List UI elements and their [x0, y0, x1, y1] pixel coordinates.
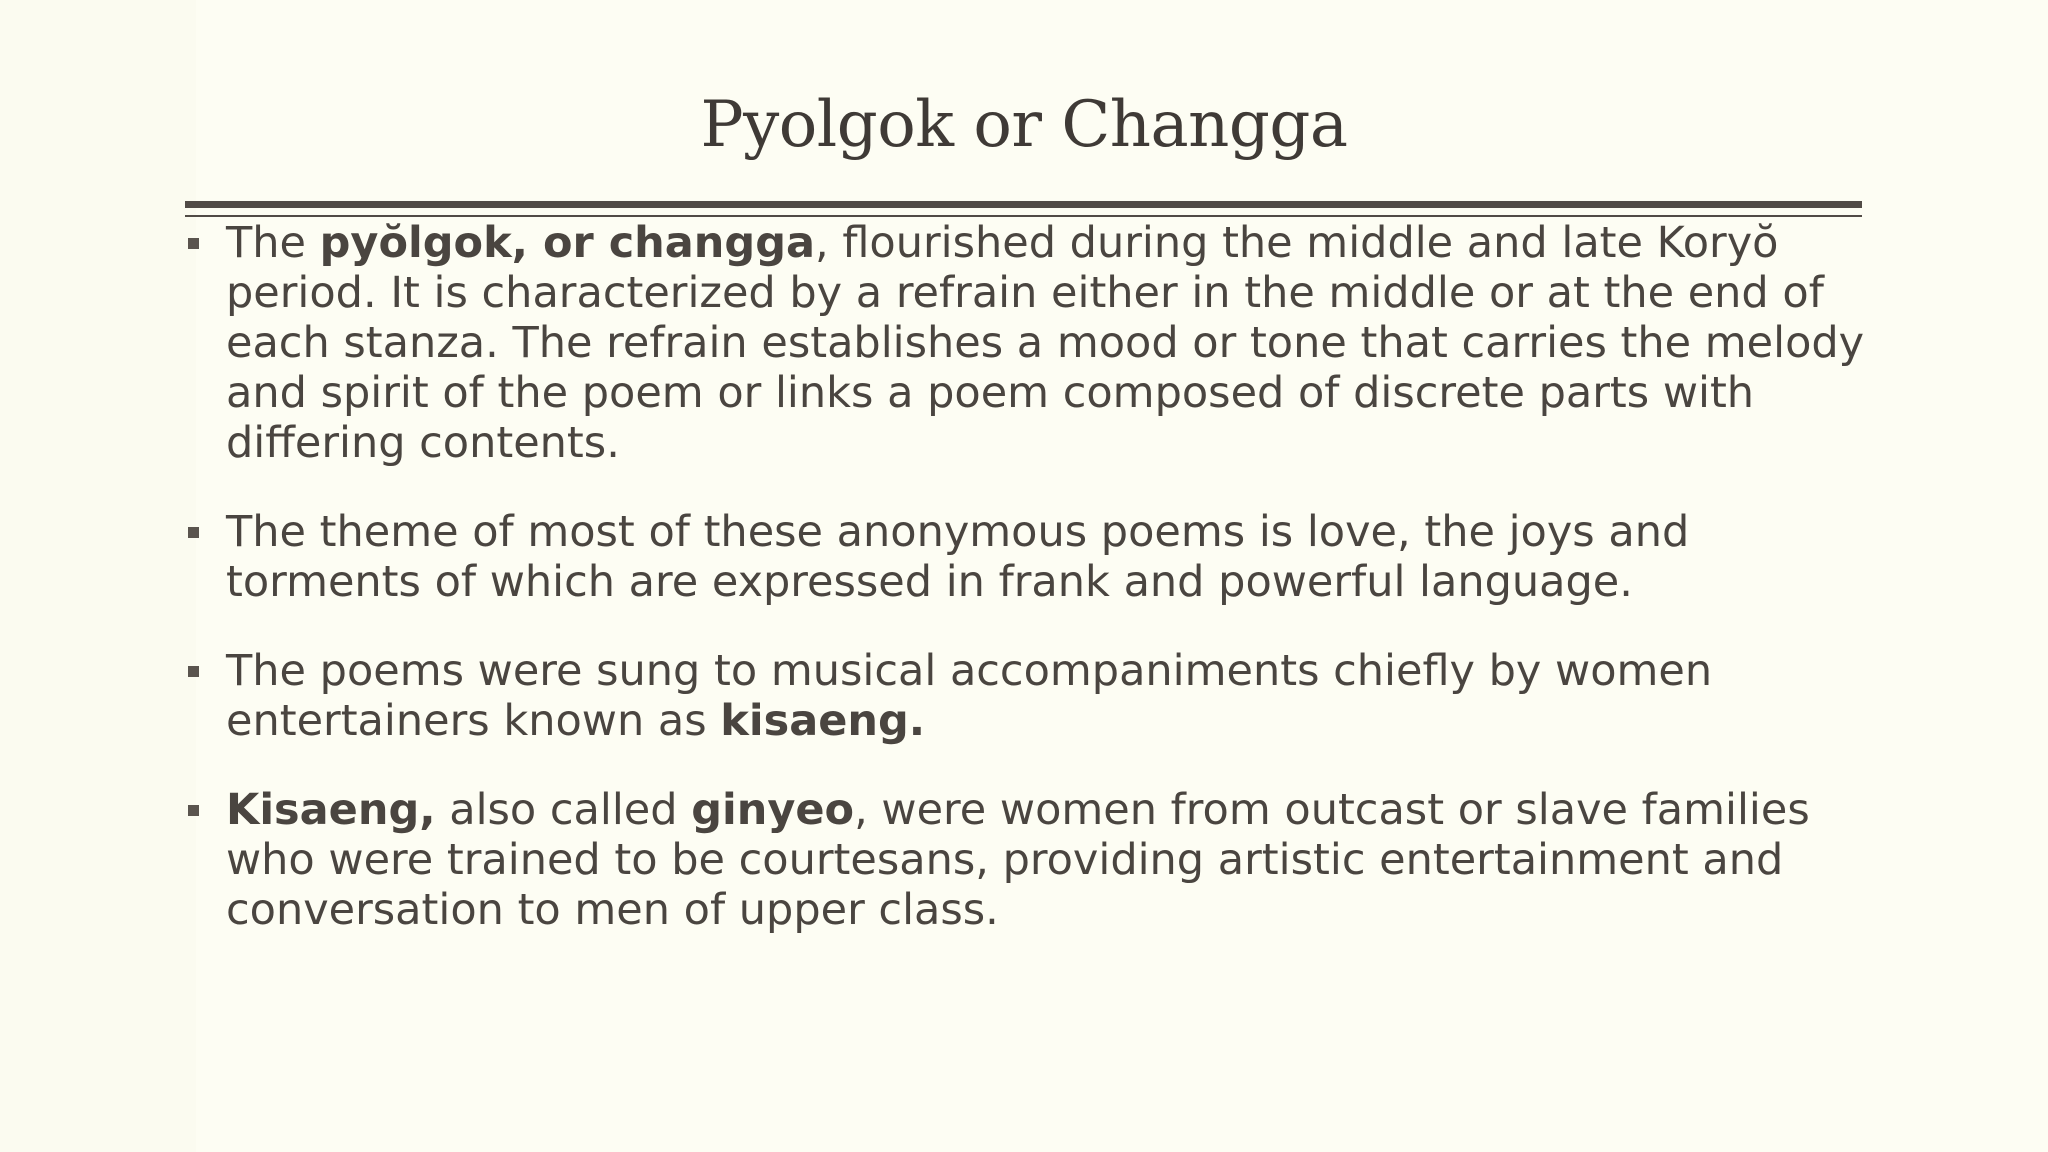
text-segment: , were women from outcast or slave families who were trained to be courtesans, providing artistic entertainment and conversation to men of upper class.	[226, 785, 1810, 935]
bold-term: Kisaeng,	[226, 785, 436, 835]
square-bullet-icon	[188, 527, 199, 538]
bullet-text	[226, 646, 1712, 746]
title-divider-thin	[185, 215, 1862, 217]
bold-term: pyŏlgok, or changga	[319, 218, 815, 268]
bullet-item-pyolgok	[188, 218, 1868, 468]
bold-term: ginyeo	[691, 785, 855, 835]
bullet-text	[226, 218, 1864, 468]
title-divider-thick	[185, 201, 1862, 208]
slide-left-band	[0, 0, 196, 1152]
text-segment: The theme of most of these anonymous poems is love, the joys and torments of which are expressed in frank and powerful language.	[226, 507, 1690, 607]
bullet-item-musical	[188, 646, 1868, 746]
square-bullet-icon	[188, 238, 199, 249]
bullet-text	[226, 507, 1689, 607]
slide-title: Pyolgok or Changga	[700, 88, 1348, 162]
bullet-list	[188, 218, 1868, 974]
text-segment: The	[226, 218, 320, 268]
square-bullet-icon	[188, 805, 199, 816]
text-segment: also called	[435, 785, 692, 835]
bold-term: kisaeng.	[720, 696, 926, 746]
bullet-item-theme	[188, 507, 1868, 607]
bullet-text	[226, 785, 1810, 935]
bullet-item-kisaeng	[188, 785, 1868, 935]
text-segment: , flourished during the middle and late Koryŏ period. It is characterized by a refrain either in the middle or at the end of each stanza. The refrain establishes a mood or tone that carries the melody and spirit of the poem or links a poem composed of discrete parts with differing contents.	[226, 218, 1865, 468]
square-bullet-icon	[188, 666, 199, 677]
text-segment: The poems were sung to musical accompaniments chiefly by women entertainers known as	[226, 646, 1713, 746]
